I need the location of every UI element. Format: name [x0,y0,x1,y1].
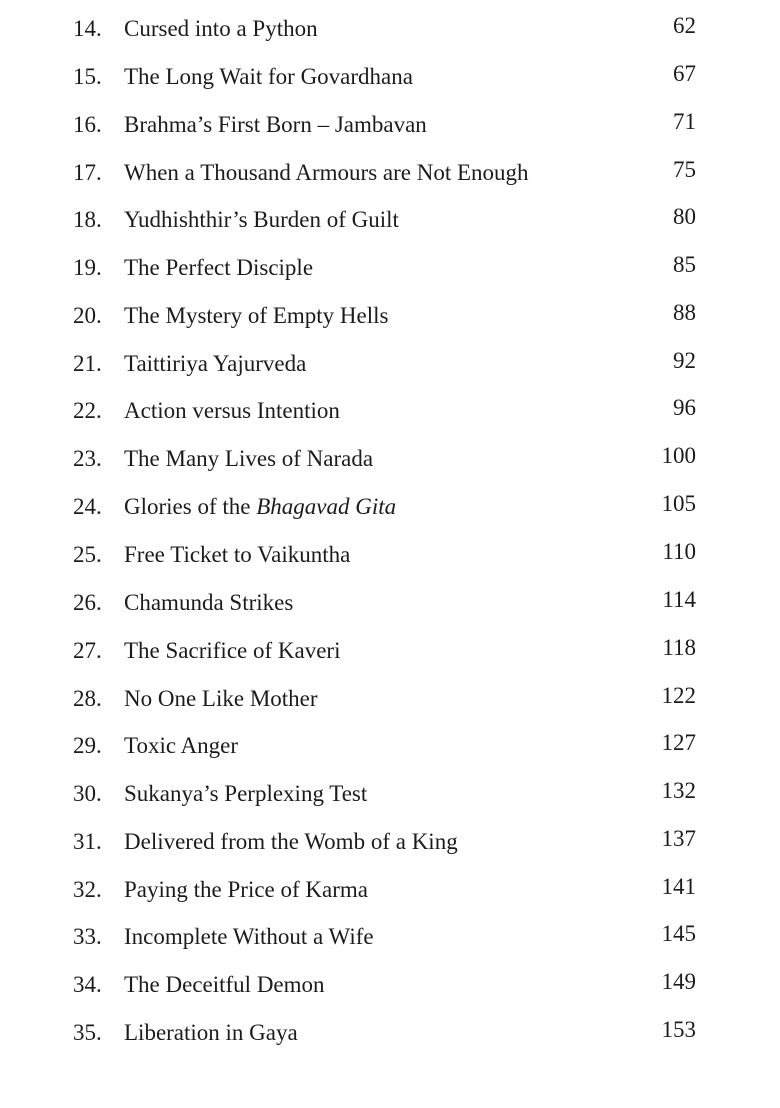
toc-entry [0,875,780,923]
chapter-number: 22. [73,398,102,423]
chapter-number: 17. [73,160,102,185]
chapter-title: The Sacrifice of Kaveri [124,638,341,663]
page-number: 110 [662,539,696,564]
chapter-number: 31. [73,829,102,854]
chapter-number: 14. [73,16,102,41]
toc-entry [0,970,780,1018]
chapter-number: 18. [73,207,102,232]
chapter-title: Brahma’s First Born – Jambavan [124,112,427,137]
page-number: 96 [673,395,696,420]
page-number: 149 [661,969,696,994]
chapter-number: 20. [73,303,102,328]
chapter-number: 23. [73,446,102,471]
chapter-number: 29. [73,733,102,758]
page-number: 71 [673,109,696,134]
chapter-number: 26. [73,590,102,615]
page-number: 137 [661,826,696,851]
page-number: 75 [673,157,696,182]
page-number: 62 [673,13,696,38]
page-number: 127 [661,730,696,755]
toc-entry [0,396,780,444]
chapter-title: Cursed into a Python [124,16,318,41]
chapter-title-text: Glories of the [124,494,257,519]
page-number: 141 [661,874,696,899]
page-number: 114 [662,587,696,612]
page-number: 145 [661,921,696,946]
chapter-title: Sukanya’s Perplexing Test [124,781,368,806]
chapter-title: When a Thousand Armours are Not Enough [124,160,529,185]
chapter-title: Delivered from the Womb of a King [124,829,458,854]
page-number: 100 [661,443,696,468]
toc-entry [0,636,780,684]
chapter-number: 19. [73,255,102,280]
chapter-number: 33. [73,924,102,949]
page-number: 67 [673,61,696,86]
page-number: 153 [661,1017,696,1042]
toc-entry [0,588,780,636]
chapter-number: 25. [73,542,102,567]
chapter-title: No One Like Mother [124,686,318,711]
toc-entry [0,827,780,875]
chapter-title: The Long Wait for Govardhana [124,64,413,89]
chapter-title [124,492,396,522]
toc-entry [0,492,780,540]
chapter-title: The Deceitful Demon [124,972,325,997]
chapter-number: 35. [73,1020,102,1045]
chapter-title: The Perfect Disciple [124,255,314,280]
page-number: 132 [661,778,696,803]
toc-entry [0,922,780,970]
chapter-number: 24. [73,494,102,519]
toc-entry [0,779,780,827]
chapter-number: 28. [73,686,102,711]
page-number: 105 [661,491,696,516]
page-number: 92 [673,348,696,373]
toc-entry [0,444,780,492]
chapter-title: The Mystery of Empty Hells [124,303,389,328]
toc-entry [0,110,780,158]
chapter-title-italic: Bhagavad Gita [256,494,397,519]
toc-entry [0,684,780,732]
toc-entry [0,301,780,349]
toc-entry [0,349,780,397]
chapter-title: Paying the Price of Karma [124,877,368,902]
page-number: 88 [673,300,696,325]
toc-entry [0,540,780,588]
chapter-number: 34. [73,972,102,997]
chapter-title: Toxic Anger [124,733,239,758]
chapter-title: Incomplete Without a Wife [124,924,374,949]
toc-entry [0,205,780,253]
page-number: 122 [661,683,696,708]
toc-entry [0,158,780,206]
chapter-title: Taittiriya Yajurveda [124,351,307,376]
chapter-title: Liberation in Gaya [124,1020,298,1045]
toc-entry [0,731,780,779]
page-number: 80 [673,204,696,229]
chapter-number: 16. [73,112,102,137]
chapter-number: 30. [73,781,102,806]
chapter-number: 27. [73,638,102,663]
toc-entry [0,62,780,110]
chapter-title: Yudhishthir’s Burden of Guilt [124,207,399,232]
toc-entry [0,1018,780,1066]
chapter-number: 32. [73,877,102,902]
page-number: 118 [662,635,696,660]
chapter-number: 21. [73,351,102,376]
chapter-number: 15. [73,64,102,89]
chapter-title: Free Ticket to Vaikuntha [124,542,351,567]
toc-entry [0,14,780,62]
toc-entry [0,253,780,301]
page-number: 85 [673,252,696,277]
chapter-title: Action versus Intention [124,398,340,423]
chapter-title: Chamunda Strikes [124,590,294,615]
chapter-title: The Many Lives of Narada [124,446,374,471]
